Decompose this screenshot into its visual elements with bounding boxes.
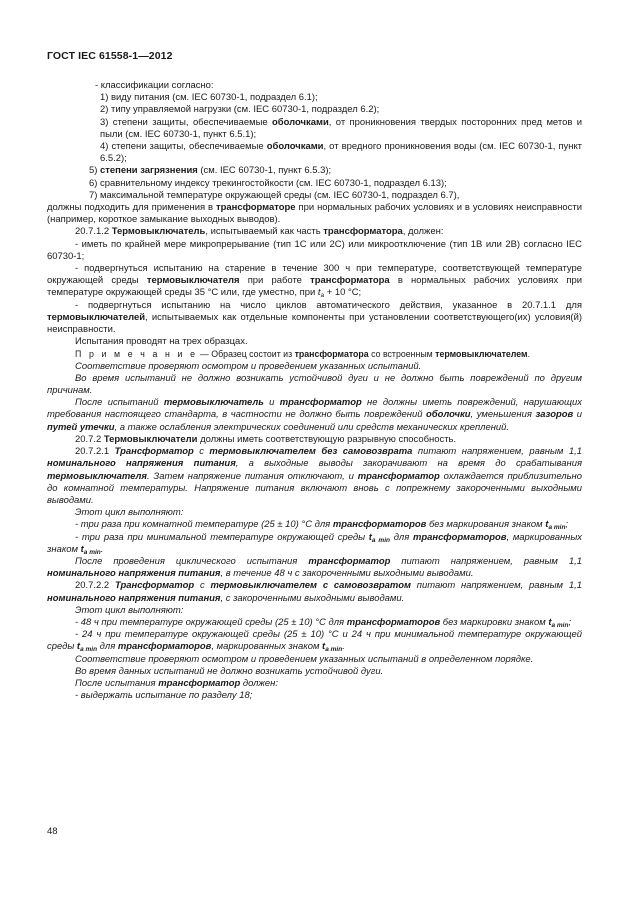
cycle-intro: Этот цикл выполняют:	[75, 507, 184, 519]
list-item-7: 7) максимальной температуре окружающей среды (см. IEC 60730-1, подраздел 6.7),	[89, 189, 460, 201]
compliance-text: После испытаний термовыключатель и трансформатор не должны иметь повреждений, нарушающих требования настоящего стандарта, в частности не должно быть повреждений оболочки, уменьшения зазоров и путей утечки, а также ослабления электрических соединений или средств механических креплений.	[47, 397, 583, 433]
list-outro: должны подходить для применения в трансформаторе при нормальных рабочих условиях и в условиях неисправности (например, короткое замыкание выходных выводов).	[47, 202, 582, 226]
compliance-text: После испытания трансформатор должен:	[75, 677, 278, 689]
compliance-text: Во время данных испытаний не должно возникать устойчивой дуги.	[75, 665, 384, 677]
document-header: ГОСТ IEC 61558-1—2012	[47, 50, 173, 62]
section-20-7-1-2: 20.7.1.2 Термовыключатель, испытываемый как часть трансформатора, должен:	[75, 226, 444, 238]
list-item-4: 4) степени защиты, обеспечиваемые оболочками, от вредного проникновения воды (см. IEC 60730-1, пункт 6.5.2);	[100, 141, 583, 165]
list-item-1: 1) виду питания (см. IEC 60730-1, подраздел 6.1);	[100, 92, 318, 104]
section-20-7-2: 20.7.2 Термовыключатели должны иметь соответствующую разрывную способность.	[75, 433, 457, 445]
list-item-2: 2) типу управляемой нагрузки (см. IEC 60730-1, подраздел 6.2);	[100, 104, 380, 116]
list-item-3: 3) степени защиты, обеспечиваемые оболочками, от проникновения твердых посторонних пред метов и пыли (см. IEC 60730-1, пункт 6.5.1);	[100, 116, 583, 140]
section-20-7-2-2: 20.7.2.2 Трансформатор с термовыключателем с самовозвратом питают напряжением, равным 1,1 номинального напряжения питания, с закороченными выходными выводами.	[47, 580, 582, 604]
compliance-text: - выдержать испытание по разделу 18;	[75, 690, 253, 702]
cycle-after: После проведения циклического испытания трансформатор питают напряжением, равным 1,1 номинального напряжения питания, в течение 48 ч с закороченными выходными выводами.	[47, 555, 582, 580]
section-20-7-2-1: 20.7.2.1 Трансформатор с термовыключателем без самовозврата питают напряжением, равным 1,1 номинального напряжения питания, а выходные выводы закорачивают на время до срабатывания термовыключателя. Затем напряжение питания отключают, и трансформатор охлаждается приблизительно до комнатной температуры. Напряжение питания включают вновь с попрежнему закороченными выходными выводами.	[47, 446, 582, 506]
page-number: 48	[47, 826, 58, 837]
cycle-item: - 24 ч при температуре окружающей среды (25 ± 10) °С и 24 ч при минимальной температуре окружающей среды $t_{a min}$ для трансформаторов, маркированных знаком $t_{a min}$.	[47, 629, 582, 654]
cycle-item: - 48 ч при температуре окружающей среды (25 ± 10) °С для трансформаторов без маркировки знаком $t_{a min}$;	[75, 616, 572, 629]
list-item-6: 6) сравнительному индексу трекингостойкости (см. IEC 60730-1, подраздел 6.13);	[89, 177, 447, 189]
req-paragraph: - иметь по крайней мере микропрерывание (тип 1C или 2C) или микроотключение (тип 1B или 2B) согласно IEC 60730-1;	[47, 238, 582, 262]
compliance-text: Соответствие проверяют осмотром и проведением указанных испытаний в определенном порядке.	[75, 653, 534, 665]
compliance-text: Во время испытаний не должно возникать устойчивой дуги и не должно быть повреждений по другим причинам.	[47, 372, 582, 397]
cycle-item: - три раза при комнатной температуре (25 ± 10) °С для трансформаторов без маркирования знаком $t_{a min}$;	[75, 519, 569, 532]
req-paragraph: - подвергнуться испытанию на старение в течение 300 ч при температуре, соответствующей температуре окружающей среды термовыключателя при работе трансформатора в нормальных рабочих условиях при температуре окружающей среды 35 °С или, где уместно, при $t_a + 10$ °С;	[47, 263, 582, 300]
req-paragraph: Испытания проводят на трех образцах.	[75, 336, 248, 348]
req-paragraph: - подвергнуться испытанию на число циклов автоматического действия, указанное в 20.7.1.1 для термовыключателей, испытываемых как отдельные компоненты при установлении соответствующего(их) условия(й) неисправности.	[47, 299, 582, 336]
note: П р и м е ч а н и е — Образец состоит из трансформатора со встроенным термовыключателем.	[75, 349, 531, 360]
document-body	[47, 80, 582, 702]
cycle-intro: Этот цикл выполняют:	[75, 604, 184, 616]
compliance-text: Соответствие проверяют осмотром и проведением указанных испытаний.	[75, 360, 422, 372]
cycle-item: - три раза при минимальной температуре окружающей среды $t_{a min}$ для трансформаторов, маркированных знаком $t_{a min}$.	[47, 531, 583, 556]
list-item-5: 5) степени загрязнения (см. IEC 60730-1, пункт 6.5.3);	[89, 165, 332, 177]
list-intro: - классификации согласно:	[95, 80, 214, 91]
